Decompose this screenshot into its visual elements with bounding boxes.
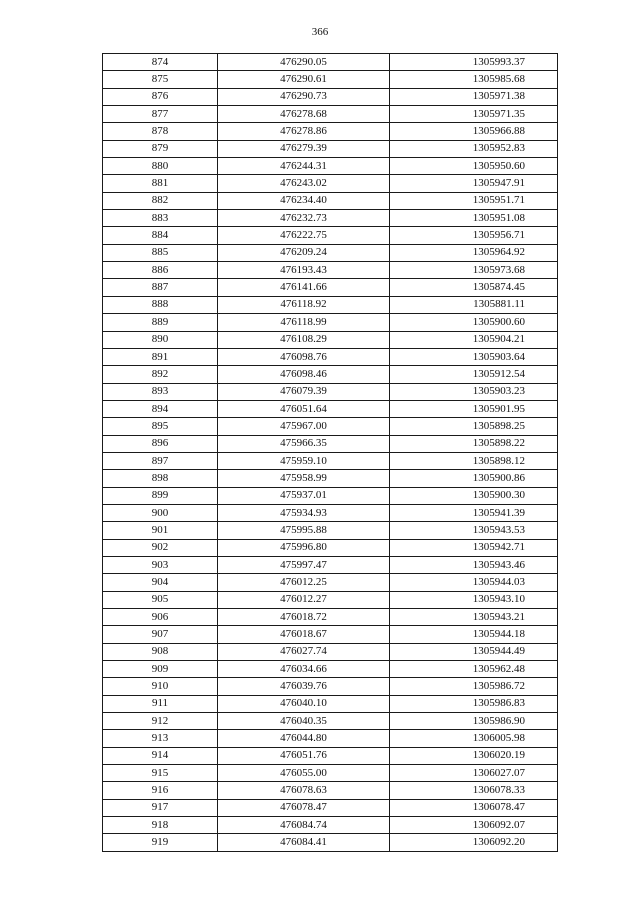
point-number-cell: 905 — [103, 591, 218, 608]
y-coordinate-cell: 1305943.53 — [390, 522, 558, 539]
table-row — [103, 609, 558, 626]
x-coordinate-cell: 476084.41 — [218, 834, 390, 851]
point-number-cell: 877 — [103, 106, 218, 123]
point-number-cell: 881 — [103, 175, 218, 192]
y-coordinate-cell: 1305903.64 — [390, 348, 558, 365]
x-coordinate-cell: 476290.05 — [218, 54, 390, 71]
table-row — [103, 175, 558, 192]
y-coordinate-cell: 1305971.38 — [390, 88, 558, 105]
y-coordinate-cell: 1305964.92 — [390, 244, 558, 261]
point-number-cell: 917 — [103, 799, 218, 816]
table-row — [103, 539, 558, 556]
y-coordinate-cell: 1305943.21 — [390, 609, 558, 626]
point-number-cell: 884 — [103, 227, 218, 244]
x-coordinate-cell: 475934.93 — [218, 504, 390, 521]
x-coordinate-cell: 476040.10 — [218, 695, 390, 712]
point-number-cell: 889 — [103, 314, 218, 331]
point-number-cell: 886 — [103, 262, 218, 279]
table-row — [103, 210, 558, 227]
point-number-cell: 906 — [103, 609, 218, 626]
y-coordinate-cell: 1305901.95 — [390, 400, 558, 417]
y-coordinate-cell: 1305904.21 — [390, 331, 558, 348]
table-row — [103, 591, 558, 608]
table-row — [103, 88, 558, 105]
point-number-cell: 911 — [103, 695, 218, 712]
y-coordinate-cell: 1306005.98 — [390, 730, 558, 747]
point-number-cell: 874 — [103, 54, 218, 71]
y-coordinate-cell: 1305956.71 — [390, 227, 558, 244]
point-number-cell: 899 — [103, 487, 218, 504]
x-coordinate-cell: 476078.47 — [218, 799, 390, 816]
point-number-cell: 915 — [103, 765, 218, 782]
point-number-cell: 897 — [103, 452, 218, 469]
table-row — [103, 661, 558, 678]
y-coordinate-cell: 1305973.68 — [390, 262, 558, 279]
x-coordinate-cell: 476039.76 — [218, 678, 390, 695]
y-coordinate-cell: 1306078.33 — [390, 782, 558, 799]
x-coordinate-cell: 476055.00 — [218, 765, 390, 782]
x-coordinate-cell: 476098.46 — [218, 366, 390, 383]
table-row — [103, 574, 558, 591]
table-row — [103, 54, 558, 71]
x-coordinate-cell: 475966.35 — [218, 435, 390, 452]
x-coordinate-cell: 476279.39 — [218, 140, 390, 157]
table-row — [103, 834, 558, 851]
table-row — [103, 817, 558, 834]
y-coordinate-cell: 1305985.68 — [390, 71, 558, 88]
point-number-cell: 896 — [103, 435, 218, 452]
y-coordinate-cell: 1305898.25 — [390, 418, 558, 435]
y-coordinate-cell: 1306092.07 — [390, 817, 558, 834]
y-coordinate-cell: 1305943.10 — [390, 591, 558, 608]
table-row — [103, 192, 558, 209]
y-coordinate-cell: 1305944.49 — [390, 643, 558, 660]
y-coordinate-cell: 1305986.90 — [390, 713, 558, 730]
y-coordinate-cell: 1305898.12 — [390, 452, 558, 469]
table-row — [103, 400, 558, 417]
table-row — [103, 504, 558, 521]
y-coordinate-cell: 1305912.54 — [390, 366, 558, 383]
table-row — [103, 765, 558, 782]
point-number-cell: 909 — [103, 661, 218, 678]
table-row — [103, 470, 558, 487]
table-row — [103, 106, 558, 123]
point-number-cell: 890 — [103, 331, 218, 348]
y-coordinate-cell: 1305947.91 — [390, 175, 558, 192]
coordinates-table-body — [103, 54, 558, 852]
table-row — [103, 348, 558, 365]
point-number-cell: 893 — [103, 383, 218, 400]
x-coordinate-cell: 476209.24 — [218, 244, 390, 261]
point-number-cell: 903 — [103, 556, 218, 573]
point-number-cell: 892 — [103, 366, 218, 383]
table-row — [103, 158, 558, 175]
point-number-cell: 885 — [103, 244, 218, 261]
y-coordinate-cell: 1305951.08 — [390, 210, 558, 227]
x-coordinate-cell: 476040.35 — [218, 713, 390, 730]
point-number-cell: 880 — [103, 158, 218, 175]
table-row — [103, 227, 558, 244]
x-coordinate-cell: 476141.66 — [218, 279, 390, 296]
table-row — [103, 678, 558, 695]
table-row — [103, 262, 558, 279]
point-number-cell: 876 — [103, 88, 218, 105]
y-coordinate-cell: 1305986.72 — [390, 678, 558, 695]
x-coordinate-cell: 476051.64 — [218, 400, 390, 417]
y-coordinate-cell: 1305962.48 — [390, 661, 558, 678]
point-number-cell: 879 — [103, 140, 218, 157]
x-coordinate-cell: 475937.01 — [218, 487, 390, 504]
table-row — [103, 71, 558, 88]
x-coordinate-cell: 476118.92 — [218, 296, 390, 313]
table-row — [103, 556, 558, 573]
point-number-cell: 904 — [103, 574, 218, 591]
y-coordinate-cell: 1305900.60 — [390, 314, 558, 331]
point-number-cell: 913 — [103, 730, 218, 747]
x-coordinate-cell: 476044.80 — [218, 730, 390, 747]
y-coordinate-cell: 1305993.37 — [390, 54, 558, 71]
y-coordinate-cell: 1305986.83 — [390, 695, 558, 712]
point-number-cell: 916 — [103, 782, 218, 799]
table-row — [103, 244, 558, 261]
point-number-cell: 882 — [103, 192, 218, 209]
x-coordinate-cell: 476290.61 — [218, 71, 390, 88]
point-number-cell: 875 — [103, 71, 218, 88]
table-row — [103, 747, 558, 764]
table-row — [103, 123, 558, 140]
y-coordinate-cell: 1305944.03 — [390, 574, 558, 591]
x-coordinate-cell: 476243.02 — [218, 175, 390, 192]
x-coordinate-cell: 476193.43 — [218, 262, 390, 279]
y-coordinate-cell: 1305944.18 — [390, 626, 558, 643]
point-number-cell: 907 — [103, 626, 218, 643]
x-coordinate-cell: 476278.86 — [218, 123, 390, 140]
x-coordinate-cell: 476079.39 — [218, 383, 390, 400]
point-number-cell: 919 — [103, 834, 218, 851]
point-number-cell: 887 — [103, 279, 218, 296]
x-coordinate-cell: 476084.74 — [218, 817, 390, 834]
page-number: 366 — [311, 26, 329, 38]
table-row — [103, 452, 558, 469]
table-row — [103, 522, 558, 539]
x-coordinate-cell: 475959.10 — [218, 452, 390, 469]
x-coordinate-cell: 476018.72 — [218, 609, 390, 626]
point-number-cell: 918 — [103, 817, 218, 834]
point-number-cell: 900 — [103, 504, 218, 521]
table-row — [103, 730, 558, 747]
table-row — [103, 366, 558, 383]
point-number-cell: 883 — [103, 210, 218, 227]
x-coordinate-cell: 476234.40 — [218, 192, 390, 209]
x-coordinate-cell: 476012.25 — [218, 574, 390, 591]
x-coordinate-cell: 476232.73 — [218, 210, 390, 227]
y-coordinate-cell: 1305881.11 — [390, 296, 558, 313]
y-coordinate-cell: 1306078.47 — [390, 799, 558, 816]
y-coordinate-cell: 1305941.39 — [390, 504, 558, 521]
point-number-cell: 914 — [103, 747, 218, 764]
point-number-cell: 891 — [103, 348, 218, 365]
x-coordinate-cell: 476051.76 — [218, 747, 390, 764]
table-row — [103, 296, 558, 313]
table-row — [103, 383, 558, 400]
x-coordinate-cell: 476018.67 — [218, 626, 390, 643]
y-coordinate-cell: 1305971.35 — [390, 106, 558, 123]
y-coordinate-cell: 1306092.20 — [390, 834, 558, 851]
point-number-cell: 908 — [103, 643, 218, 660]
x-coordinate-cell: 475995.88 — [218, 522, 390, 539]
table-row — [103, 418, 558, 435]
x-coordinate-cell: 476278.68 — [218, 106, 390, 123]
y-coordinate-cell: 1305966.88 — [390, 123, 558, 140]
table-row — [103, 314, 558, 331]
x-coordinate-cell: 476222.75 — [218, 227, 390, 244]
x-coordinate-cell: 476290.73 — [218, 88, 390, 105]
y-coordinate-cell: 1305900.86 — [390, 470, 558, 487]
point-number-cell: 895 — [103, 418, 218, 435]
point-number-cell: 902 — [103, 539, 218, 556]
x-coordinate-cell: 476244.31 — [218, 158, 390, 175]
x-coordinate-cell: 476098.76 — [218, 348, 390, 365]
y-coordinate-cell: 1305942.71 — [390, 539, 558, 556]
y-coordinate-cell: 1305951.71 — [390, 192, 558, 209]
y-coordinate-cell: 1305950.60 — [390, 158, 558, 175]
table-row — [103, 643, 558, 660]
x-coordinate-cell: 475967.00 — [218, 418, 390, 435]
table-row — [103, 435, 558, 452]
table-row — [103, 626, 558, 643]
point-number-cell: 894 — [103, 400, 218, 417]
y-coordinate-cell: 1306020.19 — [390, 747, 558, 764]
y-coordinate-cell: 1305898.22 — [390, 435, 558, 452]
point-number-cell: 878 — [103, 123, 218, 140]
point-number-cell: 910 — [103, 678, 218, 695]
x-coordinate-cell: 476118.99 — [218, 314, 390, 331]
point-number-cell: 898 — [103, 470, 218, 487]
table-row — [103, 695, 558, 712]
table-row — [103, 279, 558, 296]
table-row — [103, 782, 558, 799]
x-coordinate-cell: 476034.66 — [218, 661, 390, 678]
x-coordinate-cell: 476078.63 — [218, 782, 390, 799]
y-coordinate-cell: 1305874.45 — [390, 279, 558, 296]
y-coordinate-cell: 1305952.83 — [390, 140, 558, 157]
x-coordinate-cell: 476012.27 — [218, 591, 390, 608]
x-coordinate-cell: 475997.47 — [218, 556, 390, 573]
x-coordinate-cell: 475996.80 — [218, 539, 390, 556]
point-number-cell: 912 — [103, 713, 218, 730]
table-row — [103, 331, 558, 348]
x-coordinate-cell: 476108.29 — [218, 331, 390, 348]
table-row — [103, 799, 558, 816]
y-coordinate-cell: 1305943.46 — [390, 556, 558, 573]
coordinates-table — [102, 53, 558, 852]
x-coordinate-cell: 475958.99 — [218, 470, 390, 487]
y-coordinate-cell: 1305903.23 — [390, 383, 558, 400]
x-coordinate-cell: 476027.74 — [218, 643, 390, 660]
y-coordinate-cell: 1305900.30 — [390, 487, 558, 504]
y-coordinate-cell: 1306027.07 — [390, 765, 558, 782]
table-row — [103, 487, 558, 504]
table-row — [103, 713, 558, 730]
point-number-cell: 901 — [103, 522, 218, 539]
point-number-cell: 888 — [103, 296, 218, 313]
table-row — [103, 140, 558, 157]
